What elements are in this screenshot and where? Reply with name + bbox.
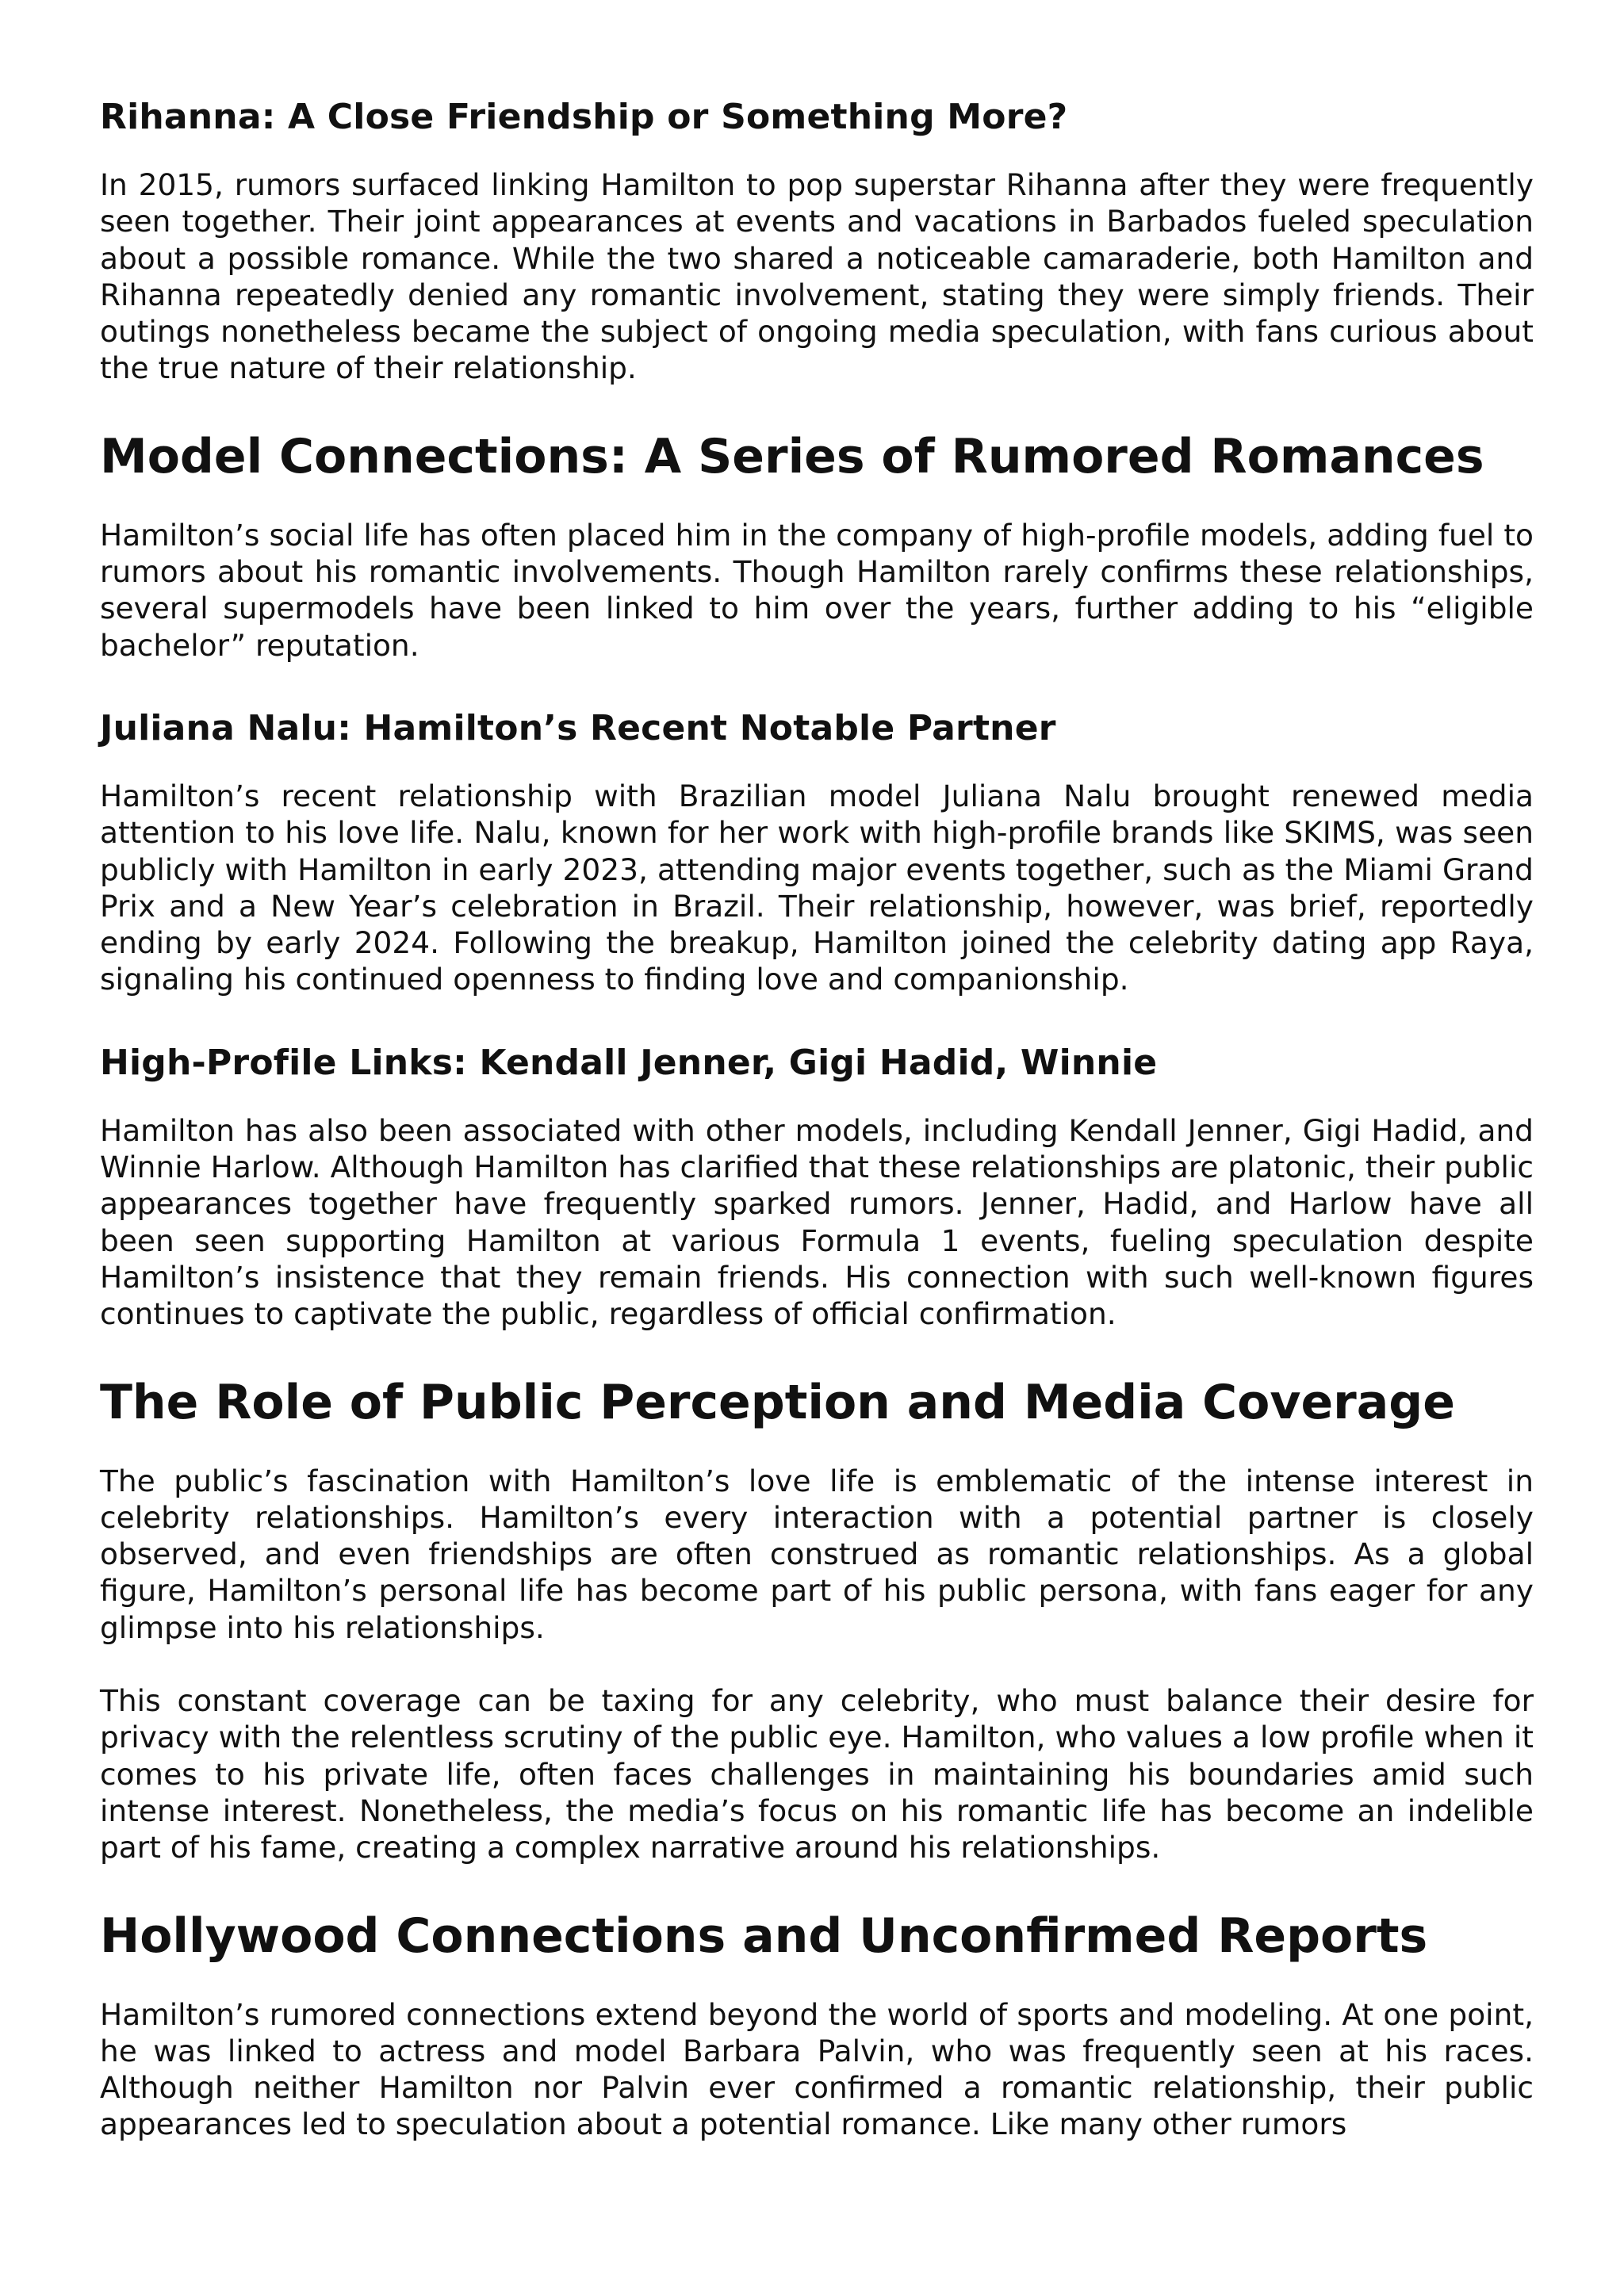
heading-high-profile-links: High-Profile Links: Kendall Jenner, Gigi Hadid, Winnie — [100, 1042, 1158, 1083]
paragraph-juliana-nalu: Hamilton’s recent relationship with Brazilian model Juliana Nalu brought renewed media attention to his love life. Nalu, known for her work with high-profile brands like SKIMS, was seen publicly with Hamilton in early 2023, attending major events together, such as the Miami Grand Prix and a New Year’s celebration in Brazil. Their relationship, however, was brief, reportedly ending by early 2024. Following the breakup, Hamilton joined the celebrity dating app Raya, signaling his continued openness to finding love and companionship. — [100, 778, 1534, 997]
paragraph-high-profile-links: Hamilton has also been associated with other models, including Kendall Jenner, Gigi Hadid, and Winnie Harlow. Although Hamilton has clarified that these relationships are platonic, their public appearances together have frequently sparked rumors. Jenner, Hadid, and Harlow have all been seen supporting Hamilton at various Formula 1 events, fueling speculation despite Hamilton’s insistence that they remain friends. His connection with such well-known figures continues to captivate the public, regardless of official confirmation. — [100, 1112, 1534, 1332]
paragraph-rihanna: In 2015, rumors surfaced linking Hamilton to pop superstar Rihanna after they were frequently seen together. Their joint appearances at events and vacations in Barbados fueled speculation about a possible romance. While the two shared a noticeable camaraderie, both Hamilton and Rihanna repeatedly denied any romantic involvement, stating they were simply friends. Their outings nonetheless became the subject of ongoing media speculation, with fans curious about the true nature of their relationship. — [100, 167, 1534, 386]
heading-model-connections: Model Connections: A Series of Rumored Romances — [100, 428, 1484, 484]
document-page — [100, 94, 1534, 2143]
heading-juliana-nalu: Juliana Nalu: Hamilton’s Recent Notable Partner — [100, 707, 1056, 748]
heading-public-perception: The Role of Public Perception and Media Coverage — [100, 1374, 1455, 1430]
paragraph-public-perception-2: This constant coverage can be taxing for any celebrity, who must balance their desire for privacy with the relentless scrutiny of the public eye. Hamilton, who values a low profile when it comes to his private life, often faces challenges in maintaining his boundaries amid such intense interest. Nonetheless, the media’s focus on his romantic life has become an indelible part of his fame, creating a complex narrative around his relationships. — [100, 1683, 1534, 1866]
paragraph-hollywood-connections: Hamilton’s rumored connections extend beyond the world of sports and modeling. At one point, he was linked to actress and model Barbara Palvin, who was frequently seen at his races. Although neither Hamilton nor Palvin ever confirmed a romantic relationship, their public appearances led to speculation about a potential romance. Like many other rumors — [100, 1996, 1534, 2142]
heading-rihanna: Rihanna: A Close Friendship or Something More? — [100, 97, 1068, 137]
heading-hollywood-connections: Hollywood Connections and Unconfirmed Reports — [100, 1908, 1428, 1964]
paragraph-public-perception-1: The public’s fascination with Hamilton’s love life is emblematic of the intense interest in celebrity relationships. Hamilton’s every interaction with a potential partner is closely observed, and even friendships are often construed as romantic relationships. As a global figure, Hamilton’s personal life has become part of his public persona, with fans eager for any glimpse into his relationships. — [100, 1463, 1534, 1645]
paragraph-model-connections: Hamilton’s social life has often placed him in the company of high-profile models, adding fuel to rumors about his romantic involvements. Though Hamilton rarely confirms these relationships, several supermodels have been linked to him over the years, further adding to his “eligible bachelor” reputation. — [100, 517, 1534, 663]
